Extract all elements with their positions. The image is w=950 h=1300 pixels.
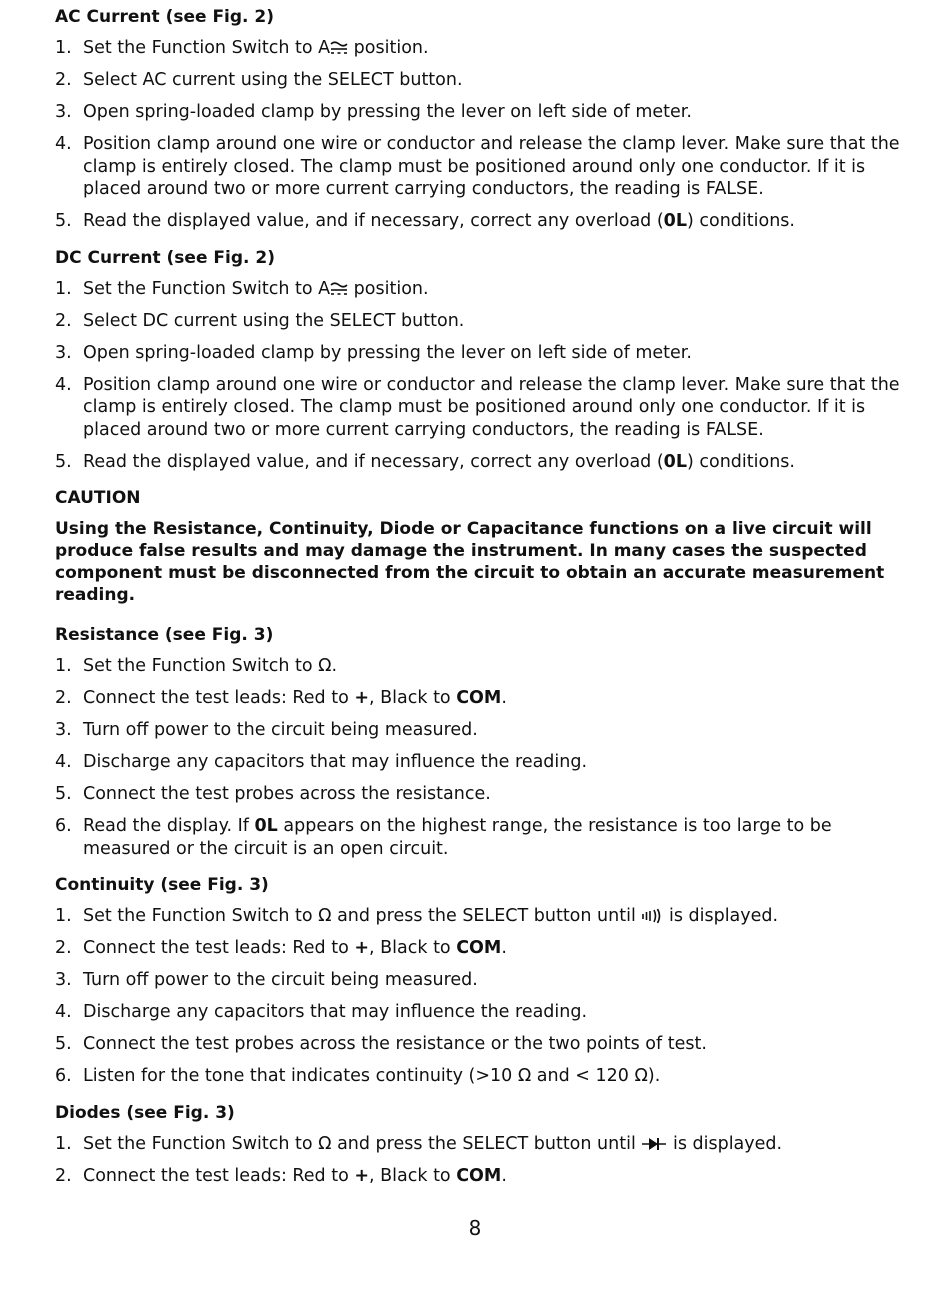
diodes-step-2: [55, 1165, 900, 1188]
step-text: Connect the test probes across the resistance.: [83, 784, 491, 804]
step-text: Position clamp around one wire or conductor and release the clamp lever. Make sure that the clamp is entirely closed. The clamp must be positioned around only one conductor. If it is placed around two or more current carrying conductors, the reading is FALSE.: [83, 134, 900, 199]
continuity-sound-icon: [641, 908, 663, 924]
section-caution: [55, 487, 900, 606]
step-text: Set the Function Switch to Ω and press the SELECT button until: [83, 1133, 642, 1154]
step-number: 4.: [55, 1002, 72, 1022]
com-terminal: COM: [456, 1165, 502, 1186]
overload-code: 0L: [663, 211, 687, 231]
dc-step-1: [55, 278, 900, 301]
section-diodes: [55, 1102, 900, 1188]
plus-terminal: +: [354, 688, 370, 708]
step-number: 2.: [55, 1165, 72, 1186]
diodes-steps: [55, 1133, 900, 1188]
ac-step-1: [55, 37, 900, 60]
step-number: 4.: [55, 752, 72, 772]
resistance-step-6: [55, 815, 900, 860]
step-text: Set the Function Switch to A: [83, 278, 331, 299]
caution-text: Using the Resistance, Continuity, Diode or Capacitance functions on a live circuit will produce false results and may damage the instrument. In many cases the suspected component must be disconnected from the circuit to obtain an accurate measurement reading.: [55, 519, 885, 605]
step-text: ) conditions.: [687, 451, 795, 472]
step-text: Read the display. If: [83, 816, 255, 836]
document-page: [55, 6, 900, 1201]
step-text: , Black to: [369, 938, 457, 958]
step-text: Connect the test leads: Red to: [83, 938, 355, 958]
resistance-step-1: [55, 655, 900, 678]
step-number: 3.: [55, 342, 72, 363]
ac-dc-symbol-icon: [330, 281, 348, 297]
ac-step-5: [55, 210, 900, 233]
step-number: 2.: [55, 938, 72, 958]
heading-dc-current: DC Current (see Fig. 2): [55, 247, 275, 268]
heading-resistance: Resistance (see Fig. 3): [55, 625, 274, 645]
step-text: Listen for the tone that indicates continuity (>10 Ω and < 120 Ω).: [83, 1066, 661, 1086]
step-text: Turn off power to the circuit being measured.: [83, 970, 478, 990]
step-number: 2.: [55, 310, 72, 331]
step-text: position.: [348, 38, 429, 58]
step-number: 5.: [55, 1034, 72, 1054]
heading-continuity: Continuity (see Fig. 3): [55, 875, 269, 895]
plus-terminal: +: [354, 1165, 370, 1186]
step-text: Select AC current using the SELECT button.: [83, 70, 463, 90]
continuity-step-4: [55, 1001, 900, 1024]
step-number: 1.: [55, 278, 72, 299]
step-text: is displayed.: [667, 1133, 783, 1154]
section-continuity: [55, 874, 900, 1088]
ac-dc-symbol-icon: [330, 40, 348, 56]
dc-step-2: [55, 310, 900, 333]
step-text: , Black to: [369, 1165, 457, 1186]
step-text: , Black to: [369, 688, 457, 708]
step-text: .: [501, 938, 507, 958]
step-number: 2.: [55, 688, 72, 708]
page-number: 8: [468, 1216, 482, 1240]
plus-terminal: +: [354, 938, 370, 958]
section-resistance: [55, 624, 900, 860]
step-number: 2.: [55, 70, 72, 90]
dc-step-3: [55, 342, 900, 365]
step-text: .: [501, 1165, 507, 1186]
step-number: 4.: [55, 134, 72, 154]
dc-steps: [55, 278, 900, 474]
step-text: Read the displayed value, and if necessary, correct any overload (: [83, 451, 664, 472]
step-number: 1.: [55, 1133, 72, 1154]
step-text: Connect the test leads: Red to: [83, 1165, 355, 1186]
step-number: 5.: [55, 451, 72, 472]
step-number: 5.: [55, 211, 72, 231]
heading-caution: CAUTION: [55, 488, 141, 508]
step-text: Connect the test leads: Red to: [83, 688, 355, 708]
step-text: .: [501, 688, 507, 708]
step-number: 4.: [55, 374, 72, 395]
step-text: Set the Function Switch to A: [83, 38, 331, 58]
continuity-step-5: [55, 1033, 900, 1056]
overload-code: 0L: [254, 816, 278, 836]
step-number: 6.: [55, 1066, 72, 1086]
step-number: 1.: [55, 656, 72, 676]
step-text: is displayed.: [663, 906, 779, 926]
section-ac-current: [55, 6, 900, 233]
continuity-step-2: [55, 937, 900, 960]
step-text: position.: [348, 278, 429, 299]
heading-diodes: Diodes (see Fig. 3): [55, 1102, 235, 1123]
step-text: appears on the highest range, the resistance is too large to be measured or the circuit is an open circuit.: [83, 816, 832, 859]
dc-step-5: [55, 451, 900, 474]
step-text: Set the Function Switch to Ω and press the SELECT button until: [83, 906, 642, 926]
step-number: 3.: [55, 102, 72, 122]
step-text: Position clamp around one wire or conductor and release the clamp lever. Make sure that the clamp is entirely closed. The clamp must be positioned around only one conductor. If it is placed around two or more current carrying conductors, the reading is FALSE.: [83, 374, 900, 440]
com-terminal: COM: [456, 688, 502, 708]
section-dc-current: [55, 247, 900, 474]
continuity-step-6: [55, 1065, 900, 1088]
ac-steps: [55, 37, 900, 233]
step-number: 1.: [55, 906, 72, 926]
resistance-steps: [55, 655, 900, 860]
ac-step-4: [55, 133, 900, 201]
heading-ac-current: AC Current (see Fig. 2): [55, 7, 275, 27]
step-text: Select DC current using the SELECT button.: [83, 310, 465, 331]
diodes-step-1: [55, 1133, 900, 1156]
step-number: 6.: [55, 816, 72, 836]
step-number: 3.: [55, 970, 72, 990]
continuity-step-3: [55, 969, 900, 992]
step-number: 5.: [55, 784, 72, 804]
dc-step-4: [55, 374, 900, 442]
ac-step-3: [55, 101, 900, 124]
step-text: Open spring-loaded clamp by pressing the lever on left side of meter.: [83, 342, 692, 363]
step-text: Set the Function Switch to Ω.: [83, 656, 338, 676]
com-terminal: COM: [456, 938, 502, 958]
step-number: 3.: [55, 720, 72, 740]
step-number: 1.: [55, 38, 72, 58]
continuity-step-1: [55, 905, 900, 928]
step-text: Discharge any capacitors that may influence the reading.: [83, 1002, 588, 1022]
resistance-step-2: [55, 687, 900, 710]
resistance-step-5: [55, 783, 900, 806]
continuity-steps: [55, 905, 900, 1088]
diode-symbol-icon: [641, 1136, 667, 1152]
resistance-step-3: [55, 719, 900, 742]
overload-code: 0L: [663, 451, 687, 472]
resistance-step-4: [55, 751, 900, 774]
step-text: Connect the test probes across the resistance or the two points of test.: [83, 1034, 707, 1054]
step-text: ) conditions.: [687, 211, 795, 231]
step-text: Turn off power to the circuit being measured.: [83, 720, 478, 740]
ac-step-2: [55, 69, 900, 92]
step-text: Discharge any capacitors that may influence the reading.: [83, 752, 588, 772]
step-text: Read the displayed value, and if necessary, correct any overload (: [83, 211, 664, 231]
step-text: Open spring-loaded clamp by pressing the lever on left side of meter.: [83, 102, 692, 122]
